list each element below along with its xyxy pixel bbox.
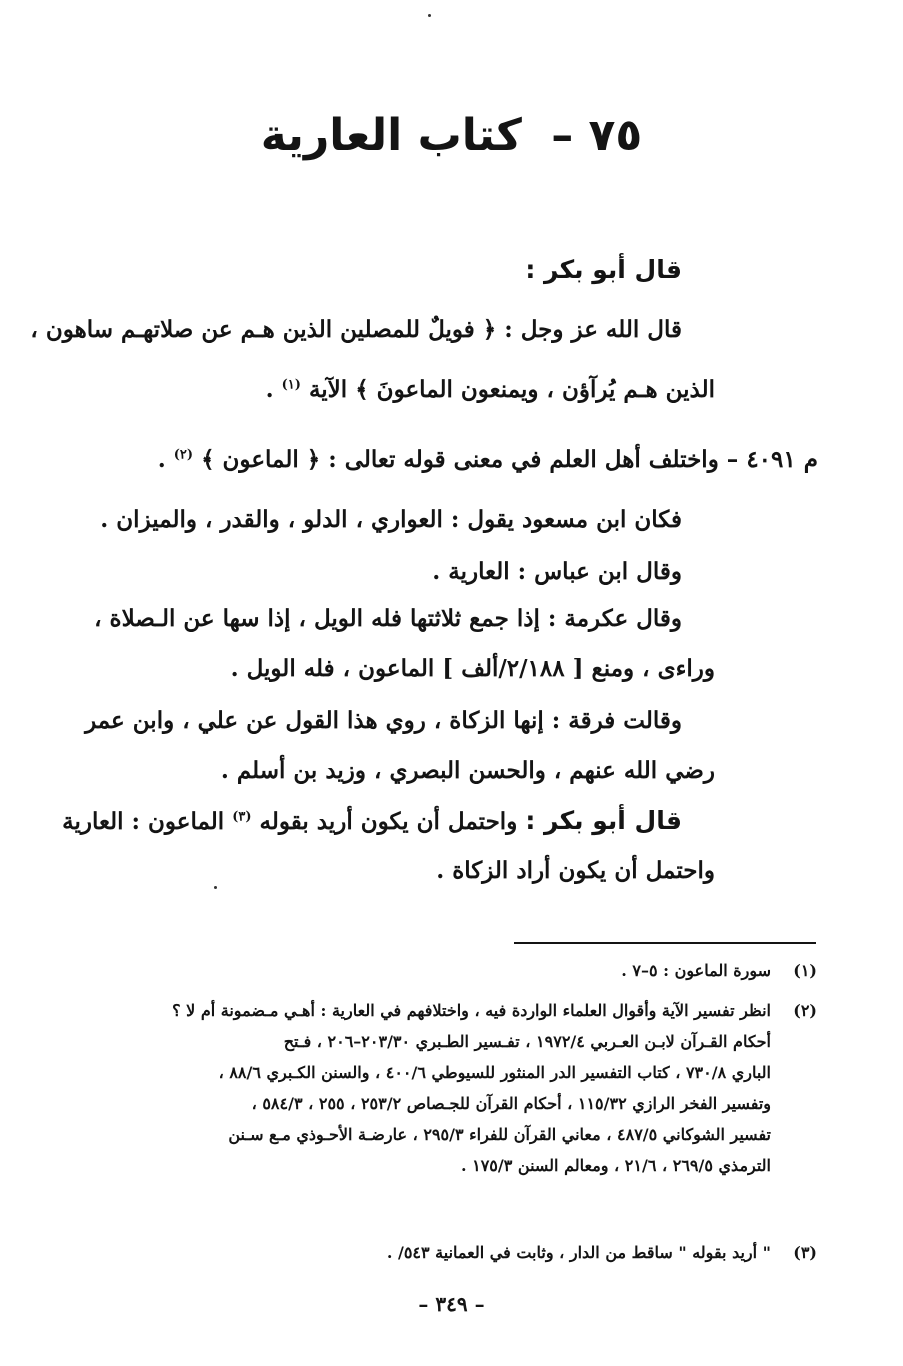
footnote-ref-3: (٣) (232, 809, 252, 825)
paragraph-ibn-abbas: وقال ابن عباس : العارية . (432, 558, 682, 585)
paragraph-ibn-masud: فكان ابن مسعود يقول : العواري ، الدلو ، والقدر ، والميزان . (100, 506, 682, 533)
footnote-line: الترمذي ٢٦٩/٥ ، ٢١/٦ ، ومعالم السنن ١٧٥/٣ . (460, 1156, 771, 1175)
verse-line-2-text: الذين هـم يُرآؤن ، ويمنعون الماعونَ ﴾ الآية (308, 376, 715, 403)
footnote-ref-2: (٢) (173, 447, 194, 463)
scan-speck (428, 14, 431, 17)
verse-line-1: قال الله عز وجل : ﴿ فويلٌ للمصلين الذين هـم عن صلاتهـم ساهون ، (30, 316, 682, 343)
verse-line-2-end: . (265, 376, 274, 403)
paragraph-group-line-1: وقالت فرقة : إنها الزكاة ، روي هذا القول عن علي ، وابن عمر (85, 707, 682, 734)
paragraph-ikrima-line-1: وقال عكرمة : إذا جمع ثلاثتها فله الويل ، إذا سها عن الـصلاة ، (94, 605, 682, 632)
footnote-mark: (٣) (793, 1243, 817, 1262)
abu-bakr-lead: قال أبو بكر : (525, 806, 682, 835)
footnote-line: انظر تفسير الآية وأقوال العلماء الواردة فيه ، واختلافهم في العارية : أهـي مـضمونة أم لا ؟ (172, 1001, 771, 1020)
chapter-number: ٧٥ – (551, 110, 643, 161)
issue-line-end: . (157, 446, 166, 473)
scan-speck (214, 886, 217, 889)
paragraph-abu-bakr-line-1 (62, 804, 682, 839)
paragraph-group-line-2: رضي الله عنهم ، والحسن البصري ، وزيد بن أسلم . (220, 757, 715, 784)
footnote-line: " أريد بقوله " ساقط من الدار ، وثابت في العمانية ٥٤٣/ . (386, 1243, 771, 1262)
footnote-line: وتفسير الفخر الرازي ١١٥/٣٢ ، أحكام القرآن للجـصاص ٢٥٣/٢ ، ٢٥٥ ، ٥٨٤/٣ ، (251, 1094, 771, 1113)
footnote-mark: (١) (793, 961, 817, 980)
abu-bakr-tail: الماعون : العارية (62, 808, 225, 835)
chapter-title-text: كتاب العارية (260, 110, 522, 161)
issue-line (158, 443, 818, 477)
issue-line-text: م ٤٠٩١ – واختلف أهل العلم في معنى قوله تعالى : ﴿ الماعون ﴾ (201, 446, 818, 473)
footnote-line: أحكام القـرآن لابـن العـربي ١٩٧٢/٤ ، تفـسير الطـبري ٢٠٣/٣٠–٢٠٦ ، فـتح (283, 1032, 771, 1051)
footnote-line: تفسير الشوكاني ٤٨٧/٥ ، معاني القرآن للفراء ٢٩٥/٣ ، عارضـة الأحـوذي مـع سـنن (228, 1125, 771, 1144)
footnote-line: الباري ٧٣٠/٨ ، كتاب التفسير الدر المنثور للسيوطي ٤٠٠/٦ ، والسنن الكـبري ٨٨/٦ ، (218, 1063, 771, 1082)
page-number: – ٣٤٩ – (418, 1292, 485, 1316)
paragraph-ikrima-line-2: وراءى ، ومنع [ ٢/١٨٨/ألف ] الماعون ، فله الويل . (230, 655, 715, 682)
footnote-separator (514, 942, 816, 944)
chapter-title (0, 108, 903, 164)
footnote-ref-1: (١) (281, 377, 301, 393)
abu-bakr-text: واحتمل أن يكون أريد بقوله (259, 808, 518, 835)
footnote-mark: (٢) (793, 1001, 817, 1020)
section-heading: قال أبو بكر : (525, 255, 682, 284)
verse-line-2 (266, 373, 715, 407)
footnote-line: سورة الماعون : ٥–٧ . (621, 961, 771, 980)
paragraph-abu-bakr-line-2: واحتمل أن يكون أراد الزكاة . (436, 857, 715, 884)
